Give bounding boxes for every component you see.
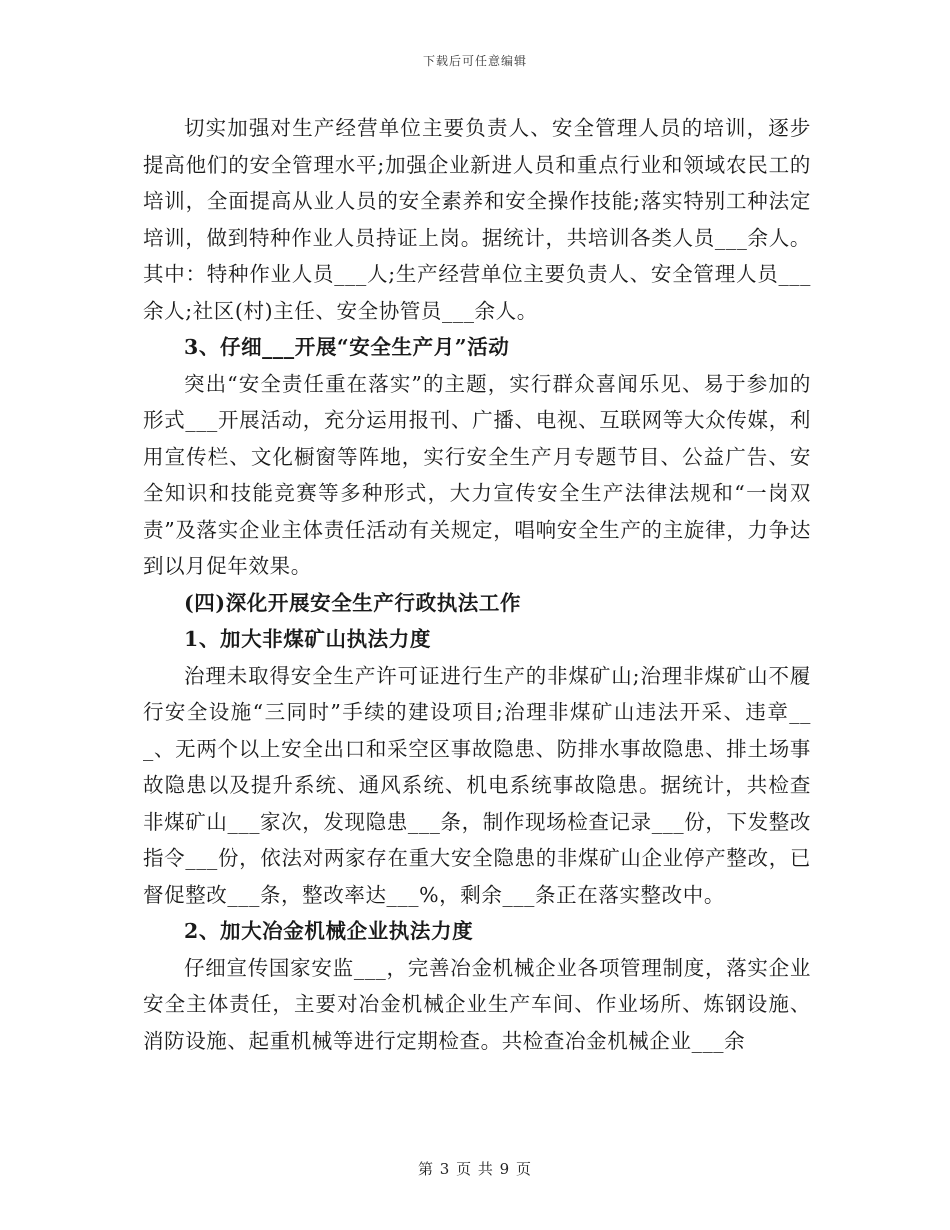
page-number: 第 3 页 共 9 页: [418, 1160, 532, 1178]
heading-safety-month: 3、仔细___开展“安全生产月”活动: [184, 335, 510, 359]
paragraph-safety-month: 突出“安全责任重在落实”的主题，实行群众喜闻乐见、易于参加的形式___开展活动，充分运用报刊、广播、电视、互联网等大众传媒，利用宣传栏、文化橱窗等阵地，实行安全生产月专题节目、公益广告、安全知识和技能竞赛等多种形式，大力宣传安全生产法律法规和“一岗双责”及落实企业主体责任活动有关规定，唱响安全生产的主旋律，力争达到以月促年效果。: [143, 371, 811, 578]
header-note: 下载后可任意编辑: [422, 54, 527, 68]
paragraph-training: 切实加强对生产经营单位主要负责人、安全管理人员的培训，逐步提高他们的安全管理水平;加强企业新进人员和重点行业和领域农民工的培训，全面提高从业人员的安全素养和安全操作技能;落实特别工种法定培训，做到特种作业人员持证上岗。据统计，共培训各类人员___余人。其中：特种作业人员___人;生产经营单位主要负责人、安全管理人员___余人;社区(村)主任、安全协管员___余人。: [143, 116, 811, 323]
document-body: [143, 110, 811, 1059]
heading-non-coal-mines: 1、加大非煤矿山执法力度: [184, 627, 431, 651]
paragraph-metallurgy-machinery: 仔细宣传国家安监___，完善冶金机械企业各项管理制度，落实企业安全主体责任，主要对冶金机械企业生产车间、作业场所、炼钢设施、消防设施、起重机械等进行定期检查。共检查冶金机械企业___余: [143, 955, 811, 1053]
paragraph-non-coal-mines: 治理未取得安全生产许可证进行生产的非煤矿山;治理非煤矿山不履行安全设施“三同时”手续的建设项目;治理非煤矿山违法开采、违章___、无两个以上安全出口和采空区事故隐患、防排水事故隐患、排土场事故隐患以及提升系统、通风系统、机电系统事故隐患。据统计，共检查非煤矿山___家次，发现隐患___条，制作现场检查记录___份，下发整改指令___份，依法对两家存在重大安全隐患的非煤矿山企业停产整改，已督促整改___条，整改率达___%，剩余___条正在落实整改中。: [143, 663, 811, 907]
heading-law-enforcement: (四)深化开展安全生产行政执法工作: [184, 590, 522, 615]
heading-metallurgy-machinery: 2、加大冶金机械企业执法力度: [184, 919, 474, 943]
